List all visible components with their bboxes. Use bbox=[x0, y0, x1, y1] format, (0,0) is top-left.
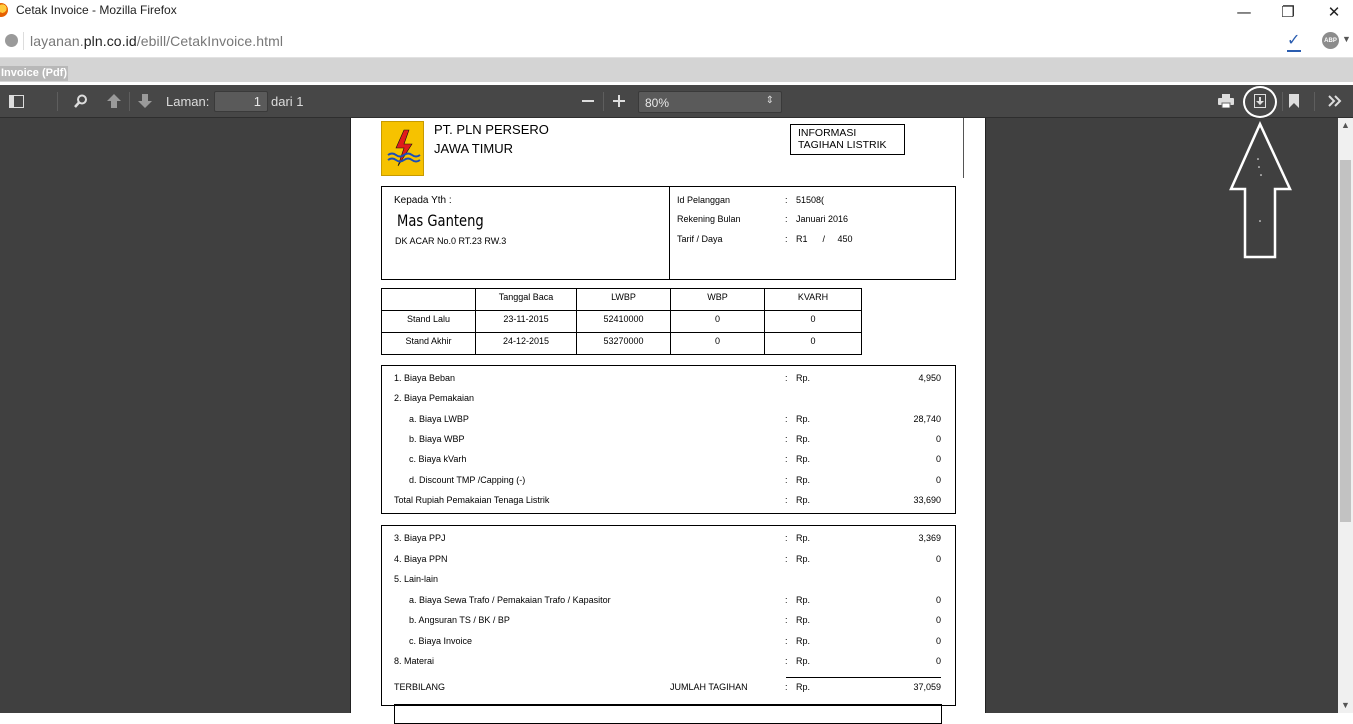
colon: : bbox=[785, 615, 788, 625]
colon: : bbox=[785, 195, 788, 205]
colon: : bbox=[785, 635, 788, 646]
charge-amount: 0 bbox=[935, 553, 941, 564]
colon: : bbox=[785, 682, 788, 692]
page-total: dari 1 bbox=[271, 94, 304, 109]
sidebar-toggle-icon[interactable] bbox=[7, 91, 25, 111]
company-line-2: JAWA TIMUR bbox=[434, 141, 513, 156]
charge-label: a. Biaya LWBP bbox=[409, 413, 469, 424]
colon: : bbox=[785, 454, 788, 465]
table-header-cell bbox=[382, 289, 476, 311]
next-page-icon[interactable] bbox=[136, 91, 154, 111]
table-header-cell: WBP bbox=[671, 289, 765, 311]
company-name bbox=[434, 120, 549, 158]
charge-amount: 0 bbox=[935, 454, 941, 465]
colon: : bbox=[785, 433, 788, 444]
search-icon[interactable] bbox=[72, 91, 90, 111]
charge-amount: 0 bbox=[935, 594, 941, 605]
colon: : bbox=[785, 656, 788, 666]
company-line-1: PT. PLN PERSERO bbox=[434, 122, 549, 137]
toolbar-strip bbox=[0, 58, 1353, 66]
tarif-value: R1 / 450 bbox=[796, 234, 853, 244]
charge-label: 8. Materai bbox=[394, 656, 435, 666]
page-number-input[interactable]: 1 bbox=[214, 91, 268, 112]
jumlah-currency: Rp. bbox=[796, 682, 811, 692]
charge-amount: 3,369 bbox=[918, 533, 941, 543]
pdf-page bbox=[350, 118, 986, 713]
table-header-cell: KVARH bbox=[765, 289, 862, 311]
window-title: Cetak Invoice - Mozilla Firefox bbox=[16, 3, 177, 17]
tools-chevron-icon[interactable] bbox=[1325, 91, 1345, 111]
charge-label: a. Biaya Sewa Trafo / Pemakaian Trafo / Kapasitor bbox=[409, 594, 611, 605]
divider bbox=[963, 118, 964, 178]
charge-amount: 0 bbox=[935, 656, 941, 666]
adblock-plus-icon[interactable]: ABP bbox=[1322, 32, 1339, 49]
table-cell: Stand Lalu bbox=[382, 311, 476, 333]
pdf-toolbar bbox=[0, 85, 1353, 118]
pln-logo bbox=[381, 121, 424, 176]
zoom-value: 80% bbox=[645, 96, 670, 110]
colon: : bbox=[785, 373, 788, 383]
id-pelanggan-label: Id Pelanggan bbox=[677, 195, 731, 205]
charge-label: b. Angsuran TS / BK / BP bbox=[409, 615, 510, 625]
charge-label: 4. Biaya PPN bbox=[394, 553, 448, 564]
info-box bbox=[790, 124, 905, 155]
divider bbox=[786, 677, 941, 678]
charges-box-1 bbox=[381, 365, 956, 514]
charge-currency: Rp. bbox=[796, 474, 811, 485]
zoom-out-icon[interactable] bbox=[579, 91, 597, 111]
charge-currency: Rp. bbox=[796, 656, 811, 666]
table-cell: 24-12-2015 bbox=[476, 333, 577, 355]
up-arrow-annotation-icon bbox=[1229, 121, 1293, 259]
terbilang-label: TERBILANG bbox=[394, 682, 446, 692]
download-highlight-circle bbox=[1243, 86, 1277, 118]
charge-amount: 4,950 bbox=[918, 373, 941, 383]
bookmark-icon[interactable] bbox=[1286, 91, 1302, 111]
table-header-row bbox=[382, 289, 862, 311]
charge-currency: Rp. bbox=[796, 615, 811, 625]
zoom-select[interactable] bbox=[638, 91, 782, 113]
scroll-down-icon[interactable]: ▼ bbox=[1341, 700, 1350, 710]
table-cell: 0 bbox=[671, 333, 765, 355]
select-caret-icon: ⇕ bbox=[765, 95, 774, 106]
charge-currency: Rp. bbox=[796, 413, 811, 424]
scroll-up-icon[interactable]: ▲ bbox=[1341, 120, 1350, 130]
charge-label: c. Biaya Invoice bbox=[409, 635, 473, 646]
charge-label: d. Discount TMP /Capping (-) bbox=[409, 474, 526, 485]
table-cell: 53270000 bbox=[577, 333, 671, 355]
colon: : bbox=[785, 533, 788, 543]
charge-amount: 0 bbox=[935, 615, 941, 625]
vertical-scrollbar[interactable] bbox=[1338, 118, 1353, 713]
tab-row bbox=[0, 66, 1353, 82]
table-cell: 0 bbox=[765, 333, 862, 355]
table-header-cell: Tanggal Baca bbox=[476, 289, 577, 311]
charge-currency: Rp. bbox=[796, 454, 811, 465]
url-field[interactable] bbox=[30, 33, 283, 49]
address-bar bbox=[0, 24, 1353, 58]
divider bbox=[1314, 92, 1315, 111]
url-domain: pln.co.id bbox=[83, 33, 137, 49]
table-cell: 23-11-2015 bbox=[476, 311, 577, 333]
charge-currency: Rp. bbox=[796, 594, 811, 605]
kepada-label: Kepada Yth : bbox=[394, 195, 452, 206]
divider bbox=[1282, 92, 1283, 111]
charge-amount: 28,740 bbox=[913, 413, 941, 424]
page-label: Laman: bbox=[166, 94, 210, 109]
charge-amount: 0 bbox=[935, 635, 941, 646]
charge-label: Total Rupiah Pemakaian Tenaga Listrik bbox=[394, 494, 550, 505]
table-cell: 0 bbox=[765, 311, 862, 333]
table-row bbox=[382, 311, 862, 333]
tab-invoice-pdf[interactable]: Invoice (Pdf) bbox=[1, 67, 68, 79]
charge-label: b. Biaya WBP bbox=[409, 433, 465, 444]
colon: : bbox=[785, 553, 788, 564]
restore-button[interactable]: ❐ bbox=[1281, 3, 1295, 21]
table-header-cell: LWBP bbox=[577, 289, 671, 311]
jumlah-tagihan-value: 37,059 bbox=[913, 682, 941, 692]
charge-amount: 0 bbox=[935, 474, 941, 485]
divider bbox=[57, 92, 58, 111]
id-pelanggan-value: 51508( bbox=[796, 195, 825, 205]
firefox-logo-icon bbox=[0, 3, 8, 17]
charge-currency: Rp. bbox=[796, 433, 811, 444]
divider bbox=[603, 92, 604, 111]
charge-label: 3. Biaya PPJ bbox=[394, 533, 446, 543]
colon: : bbox=[785, 413, 788, 424]
table-cell: Stand Akhir bbox=[382, 333, 476, 355]
url-prefix: layanan. bbox=[30, 33, 84, 49]
colon: : bbox=[785, 214, 788, 224]
info-line-1: INFORMASI bbox=[798, 127, 857, 139]
charge-currency: Rp. bbox=[796, 635, 811, 646]
charge-currency: Rp. bbox=[796, 373, 811, 383]
table-row bbox=[382, 333, 862, 355]
previous-page-icon[interactable] bbox=[105, 91, 123, 111]
close-button[interactable]: ✕ bbox=[1327, 3, 1341, 21]
site-info-icon[interactable] bbox=[5, 34, 18, 47]
charge-currency: Rp. bbox=[796, 533, 811, 543]
tarif-label: Tarif / Daya bbox=[677, 234, 723, 244]
rekening-label: Rekening Bulan bbox=[677, 214, 741, 224]
chevron-down-icon[interactable]: ▼ bbox=[1342, 34, 1351, 44]
meter-reading-table bbox=[381, 288, 862, 355]
print-icon[interactable] bbox=[1216, 91, 1236, 111]
colon: : bbox=[785, 494, 788, 505]
table-cell: 52410000 bbox=[577, 311, 671, 333]
rekening-value: Januari 2016 bbox=[796, 214, 849, 224]
scrollbar-thumb[interactable] bbox=[1340, 160, 1351, 522]
colon: : bbox=[785, 234, 788, 244]
terbilang-box bbox=[394, 704, 942, 724]
checkmark-extension-icon[interactable]: ✓ bbox=[1287, 30, 1301, 49]
window-titlebar bbox=[0, 0, 1353, 24]
zoom-in-icon[interactable] bbox=[610, 91, 628, 111]
jumlah-tagihan-label: JUMLAH TAGIHAN bbox=[670, 682, 748, 692]
charge-amount: 33,690 bbox=[913, 494, 941, 505]
divider bbox=[23, 32, 24, 50]
customer-name: Mas Ganteng bbox=[397, 211, 484, 230]
charge-amount: 0 bbox=[935, 433, 941, 444]
charge-currency: Rp. bbox=[796, 494, 811, 505]
minimize-button[interactable]: — bbox=[1236, 3, 1252, 21]
charge-label: c. Biaya kVarh bbox=[409, 454, 467, 465]
table-cell: 0 bbox=[671, 311, 765, 333]
divider bbox=[129, 92, 130, 111]
info-line-2: TAGIHAN LISTRIK bbox=[798, 139, 887, 151]
charge-label: 5. Lain-lain bbox=[394, 574, 439, 584]
customer-address: DK ACAR No.0 RT.23 RW.3 bbox=[395, 236, 507, 246]
colon: : bbox=[785, 474, 788, 485]
charge-currency: Rp. bbox=[796, 553, 811, 564]
charge-label: 2. Biaya Pemakaian bbox=[394, 393, 475, 404]
colon: : bbox=[785, 594, 788, 605]
charge-label: 1. Biaya Beban bbox=[394, 373, 456, 383]
url-path: /ebill/CetakInvoice.html bbox=[136, 33, 284, 49]
divider bbox=[669, 186, 670, 280]
